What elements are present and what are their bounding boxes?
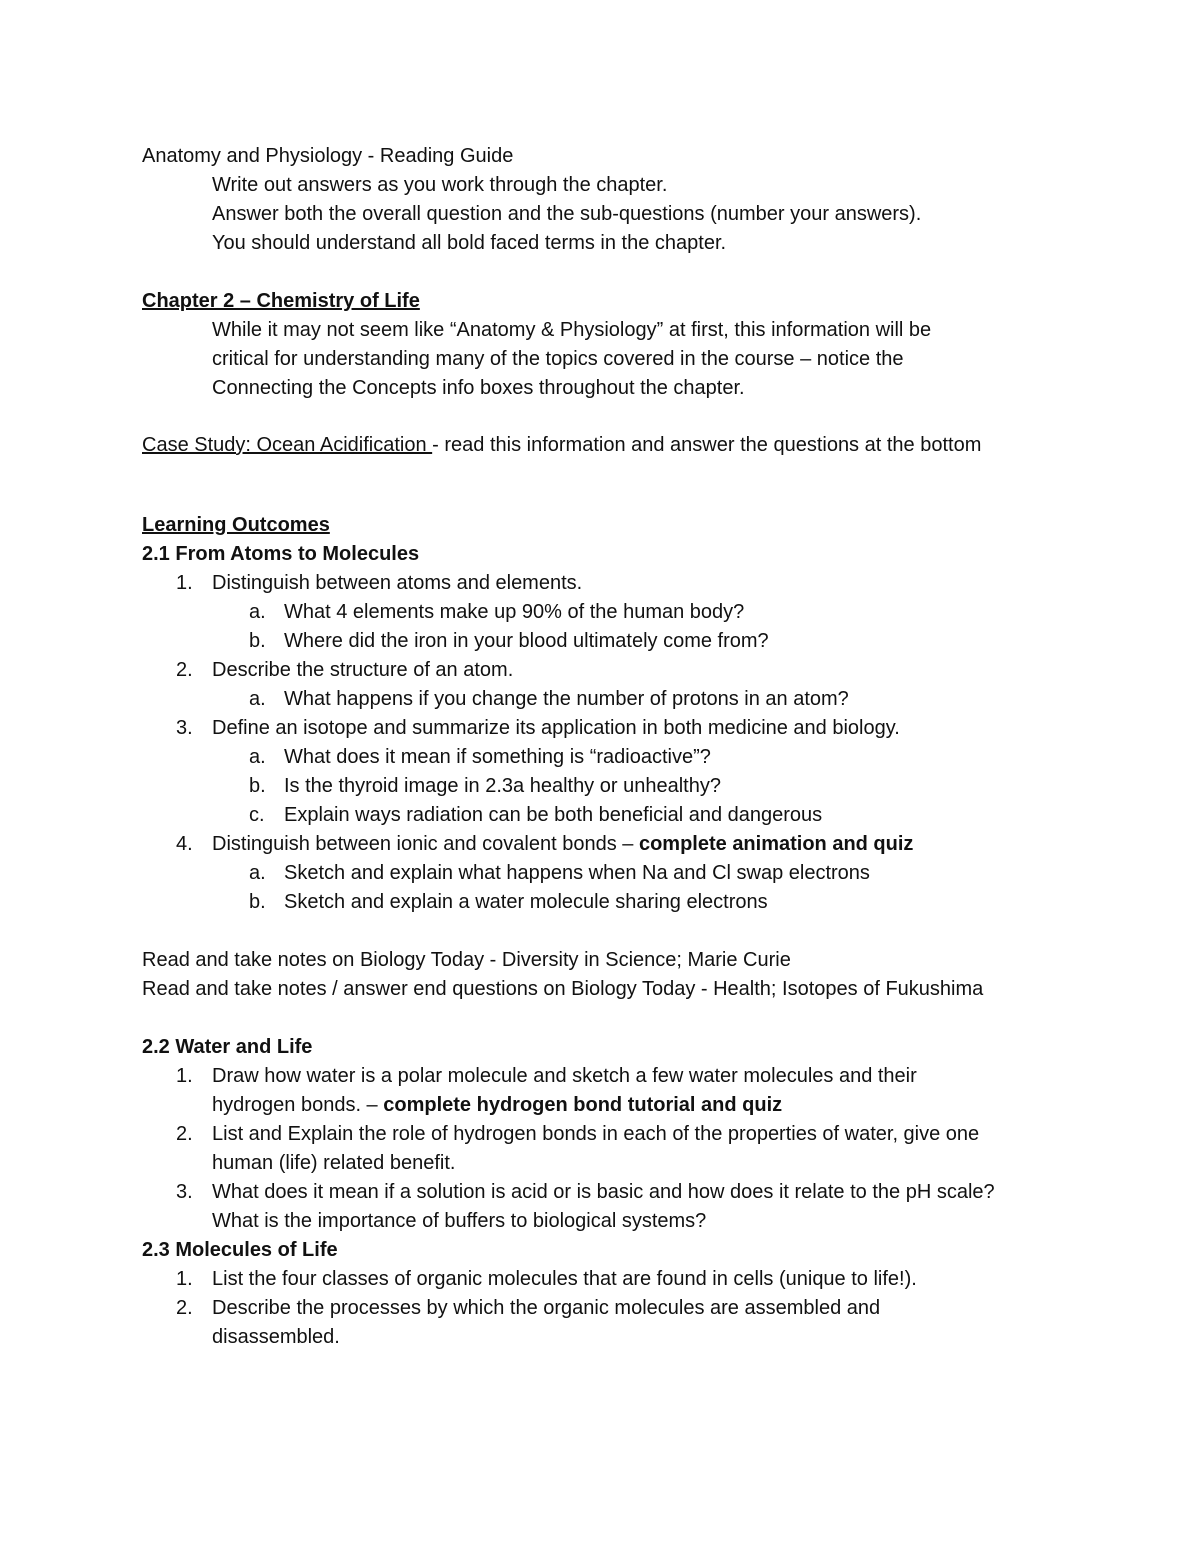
chapter-heading: Chapter 2 – Chemistry of Life [142, 290, 420, 312]
section-2-2-heading: 2.2 Water and Life [142, 1036, 313, 1058]
chapter-intro-line: critical for understanding many of the topics covered in the course – notice the [212, 348, 904, 370]
sub-question: a. What 4 elements make up 90% of the human body? [249, 601, 745, 623]
document-page [142, 142, 1072, 1352]
assignment-note: complete hydrogen bond tutorial and quiz [383, 1094, 783, 1116]
chapter-intro-line: Connecting the Concepts info boxes throughout the chapter. [212, 377, 745, 399]
reading-note: Read and take notes / answer end questions on Biology Today - Health; Isotopes of Fukushima [142, 978, 984, 1000]
instruction-line: You should understand all bold faced terms in the chapter. [212, 232, 727, 254]
instruction-line: Write out answers as you work through the chapter. [212, 174, 668, 196]
section-2-1-heading: 2.1 From Atoms to Molecules [142, 543, 420, 565]
outcome-item-continued: hydrogen bonds. – complete hydrogen bond tutorial and quiz [212, 1094, 783, 1116]
outcome-item: 2. Describe the processes by which the organic molecules are assembled and [176, 1297, 881, 1319]
reading-note: Read and take notes on Biology Today - Diversity in Science; Marie Curie [142, 949, 791, 971]
outcome-item: 2. Describe the structure of an atom. [176, 659, 514, 681]
outcome-item: 1. Draw how water is a polar molecule and sketch a few water molecules and their [176, 1065, 917, 1087]
learning-outcomes-heading: Learning Outcomes [142, 514, 330, 536]
sub-question: a. What happens if you change the number of protons in an atom? [249, 688, 849, 710]
sub-question: a. Sketch and explain what happens when Na and Cl swap electrons [249, 862, 870, 884]
document-title: Anatomy and Physiology - Reading Guide [142, 145, 514, 167]
outcome-item: 2. List and Explain the role of hydrogen bonds in each of the properties of water, give one [176, 1123, 980, 1145]
outcome-item: 3. What does it mean if a solution is acid or is basic and how does it relate to the pH scale? [176, 1181, 995, 1203]
case-study-instruction: - read this information and answer the questions at the bottom [432, 434, 982, 456]
outcome-item-continued: human (life) related benefit. [212, 1152, 456, 1174]
case-study-link[interactable]: Case Study: Ocean Acidification [142, 434, 433, 456]
sub-question: b. Sketch and explain a water molecule sharing electrons [249, 891, 768, 913]
sub-question: b. Where did the iron in your blood ultimately come from? [249, 630, 769, 652]
sub-question: c. Explain ways radiation can be both beneficial and dangerous [249, 804, 823, 826]
sub-question: b. Is the thyroid image in 2.3a healthy or unhealthy? [249, 775, 721, 797]
case-study-line [142, 431, 1072, 460]
outcome-item: 3. Define an isotope and summarize its application in both medicine and biology. [176, 717, 900, 739]
section-2-3-heading: 2.3 Molecules of Life [142, 1239, 338, 1261]
chapter-intro-line: While it may not seem like “Anatomy & Physiology” at first, this information will be [212, 319, 932, 341]
outcome-item-continued: disassembled. [212, 1326, 340, 1348]
outcome-item-continued: What is the importance of buffers to biological systems? [212, 1210, 707, 1232]
assignment-note: complete animation and quiz [638, 833, 914, 855]
outcome-item: 1. Distinguish between atoms and elements. [176, 572, 583, 594]
instruction-line: Answer both the overall question and the sub-questions (number your answers). [212, 203, 922, 225]
outcome-item: 1. List the four classes of organic molecules that are found in cells (unique to life!). [176, 1268, 917, 1290]
outcome-item: 4. Distinguish between ionic and covalent bonds – complete animation and quiz [176, 833, 914, 855]
sub-question: a. What does it mean if something is “radioactive”? [249, 746, 711, 768]
